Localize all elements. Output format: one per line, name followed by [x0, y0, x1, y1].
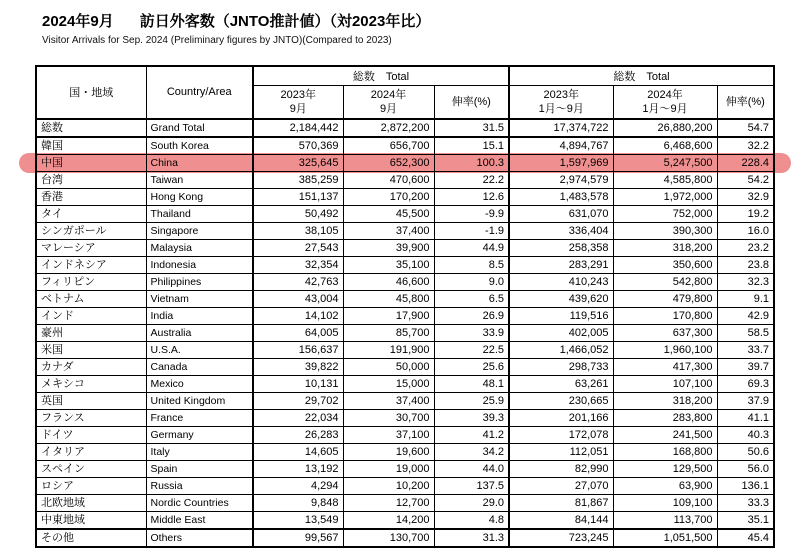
country-jp-cell: ベトナム — [36, 290, 146, 307]
sep-2023-cell: 156,637 — [253, 341, 343, 358]
ytd-2023-cell: 298,733 — [509, 358, 613, 375]
ytd-2023-cell: 1,483,578 — [509, 188, 613, 205]
growth-ytd-cell: 69.3 — [717, 375, 774, 392]
growth-sep-cell: 39.3 — [434, 409, 509, 426]
ytd-2024-cell: 350,600 — [613, 256, 717, 273]
country-en-cell: Germany — [146, 426, 253, 443]
country-jp-cell: インドネシア — [36, 256, 146, 273]
table-body — [36, 119, 774, 547]
growth-sep-cell: 31.5 — [434, 119, 509, 137]
sep-2024-cell: 10,200 — [343, 477, 434, 494]
header-growth-sep: 伸率(%) — [434, 86, 509, 119]
country-jp-cell: 英国 — [36, 392, 146, 409]
growth-sep-cell: 29.0 — [434, 494, 509, 511]
country-en-cell: Russia — [146, 477, 253, 494]
title-date: 2024年9月 — [42, 13, 114, 30]
country-jp-cell: 香港 — [36, 188, 146, 205]
growth-sep-cell: 22.5 — [434, 341, 509, 358]
table-row — [36, 256, 774, 273]
country-en-cell: United Kingdom — [146, 392, 253, 409]
country-jp-cell: カナダ — [36, 358, 146, 375]
sep-2023-cell: 38,105 — [253, 222, 343, 239]
sep-2024-cell: 37,400 — [343, 222, 434, 239]
ytd-2023-cell: 4,894,767 — [509, 137, 613, 155]
country-en-cell: Hong Kong — [146, 188, 253, 205]
growth-sep-cell: 22.2 — [434, 171, 509, 188]
country-en-cell: Nordic Countries — [146, 494, 253, 511]
ytd-2024-cell: 4,585,800 — [613, 171, 717, 188]
ytd-2023-cell: 336,404 — [509, 222, 613, 239]
header-sep-2024 — [343, 86, 434, 119]
country-en-cell: Others — [146, 529, 253, 547]
growth-sep-cell: 15.1 — [434, 137, 509, 155]
table-header — [36, 66, 774, 119]
header-ytd-2023-year: 2023年 — [543, 88, 579, 101]
sep-2023-cell: 26,283 — [253, 426, 343, 443]
ytd-2023-cell: 63,261 — [509, 375, 613, 392]
growth-sep-cell: 48.1 — [434, 375, 509, 392]
growth-sep-cell: 44.0 — [434, 460, 509, 477]
ytd-2023-cell: 112,051 — [509, 443, 613, 460]
table-row — [36, 511, 774, 529]
header-sep-2024-month: 9月 — [379, 102, 398, 115]
ytd-2024-cell: 168,800 — [613, 443, 717, 460]
ytd-2023-cell: 84,144 — [509, 511, 613, 529]
growth-ytd-cell: 32.3 — [717, 273, 774, 290]
country-jp-cell: 総数 — [36, 119, 146, 137]
country-jp-cell: フィリピン — [36, 273, 146, 290]
growth-ytd-cell: 33.7 — [717, 341, 774, 358]
sep-2023-cell: 10,131 — [253, 375, 343, 392]
ytd-2023-cell: 172,078 — [509, 426, 613, 443]
country-en-cell: China — [146, 154, 253, 171]
sep-2024-cell: 15,000 — [343, 375, 434, 392]
sep-2024-cell: 37,100 — [343, 426, 434, 443]
ytd-2024-cell: 129,500 — [613, 460, 717, 477]
growth-ytd-cell: 56.0 — [717, 460, 774, 477]
sep-2024-cell: 45,500 — [343, 205, 434, 222]
sep-2024-cell: 37,400 — [343, 392, 434, 409]
header-ytd-2024-year: 2024年 — [647, 88, 683, 101]
country-jp-cell: 米国 — [36, 341, 146, 358]
ytd-2024-cell: 107,100 — [613, 375, 717, 392]
ytd-2023-cell: 119,516 — [509, 307, 613, 324]
ytd-2023-cell: 1,466,052 — [509, 341, 613, 358]
table-row — [36, 409, 774, 426]
country-en-cell: Singapore — [146, 222, 253, 239]
country-jp-cell: フランス — [36, 409, 146, 426]
page-title — [42, 10, 430, 31]
country-en-cell: South Korea — [146, 137, 253, 155]
sep-2023-cell: 4,294 — [253, 477, 343, 494]
ytd-2023-cell: 2,974,579 — [509, 171, 613, 188]
growth-ytd-cell: 41.1 — [717, 409, 774, 426]
country-jp-cell: 中国 — [36, 154, 146, 171]
growth-ytd-cell: 228.4 — [717, 154, 774, 171]
sep-2023-cell: 99,567 — [253, 529, 343, 547]
ytd-2023-cell: 17,374,722 — [509, 119, 613, 137]
sep-2024-cell: 50,000 — [343, 358, 434, 375]
ytd-2023-cell: 723,245 — [509, 529, 613, 547]
table-row — [36, 426, 774, 443]
sep-2024-cell: 130,700 — [343, 529, 434, 547]
country-en-cell: Australia — [146, 324, 253, 341]
ytd-2023-cell: 258,358 — [509, 239, 613, 256]
sep-2023-cell: 570,369 — [253, 137, 343, 155]
growth-sep-cell: 4.8 — [434, 511, 509, 529]
ytd-2024-cell: 318,200 — [613, 239, 717, 256]
country-jp-cell: 中東地域 — [36, 511, 146, 529]
ytd-2024-cell: 63,900 — [613, 477, 717, 494]
header-growth-ytd: 伸率(%) — [717, 86, 774, 119]
table-row — [36, 443, 774, 460]
growth-ytd-cell: 16.0 — [717, 222, 774, 239]
table-row — [36, 392, 774, 409]
country-en-cell: Thailand — [146, 205, 253, 222]
ytd-2023-cell: 82,990 — [509, 460, 613, 477]
growth-sep-cell: 31.3 — [434, 529, 509, 547]
growth-ytd-cell: 23.2 — [717, 239, 774, 256]
table-row — [36, 273, 774, 290]
sep-2024-cell: 191,900 — [343, 341, 434, 358]
table-row — [36, 324, 774, 341]
table-row — [36, 239, 774, 256]
country-en-cell: Malaysia — [146, 239, 253, 256]
country-jp-cell: ドイツ — [36, 426, 146, 443]
growth-sep-cell: 12.6 — [434, 188, 509, 205]
ytd-2023-cell: 402,005 — [509, 324, 613, 341]
ytd-2024-cell: 1,972,000 — [613, 188, 717, 205]
growth-ytd-cell: 35.1 — [717, 511, 774, 529]
growth-ytd-cell: 54.2 — [717, 171, 774, 188]
sep-2023-cell: 14,102 — [253, 307, 343, 324]
header-ytd-2024 — [613, 86, 717, 119]
header-ytd-2023-months: 1月～9月 — [538, 102, 584, 115]
country-jp-cell: 韓国 — [36, 137, 146, 155]
growth-sep-cell: 41.2 — [434, 426, 509, 443]
growth-ytd-cell: 37.9 — [717, 392, 774, 409]
title-main: 訪日外客数（JNTO推計値）（対2023年比） — [139, 13, 431, 30]
ytd-2023-cell: 230,665 — [509, 392, 613, 409]
header-ytd-2023 — [509, 86, 613, 119]
country-jp-cell: スペイン — [36, 460, 146, 477]
ytd-2023-cell: 439,620 — [509, 290, 613, 307]
ytd-2023-cell: 283,291 — [509, 256, 613, 273]
ytd-2024-cell: 26,880,200 — [613, 119, 717, 137]
growth-ytd-cell: 23.8 — [717, 256, 774, 273]
growth-ytd-cell: 39.7 — [717, 358, 774, 375]
country-en-cell: Vietnam — [146, 290, 253, 307]
ytd-2024-cell: 752,000 — [613, 205, 717, 222]
ytd-2024-cell: 109,100 — [613, 494, 717, 511]
header-sep-2023-month: 9月 — [289, 102, 307, 115]
country-en-cell: Italy — [146, 443, 253, 460]
growth-ytd-cell: 40.3 — [717, 426, 774, 443]
country-en-cell: India — [146, 307, 253, 324]
ytd-2024-cell: 113,700 — [613, 511, 717, 529]
country-jp-cell: 台湾 — [36, 171, 146, 188]
sep-2024-cell: 652,300 — [343, 154, 434, 171]
country-en-cell: Philippines — [146, 273, 253, 290]
table-row — [36, 154, 774, 171]
sep-2024-cell: 19,600 — [343, 443, 434, 460]
sep-2023-cell: 27,543 — [253, 239, 343, 256]
sep-2024-cell: 12,700 — [343, 494, 434, 511]
ytd-2024-cell: 1,051,500 — [613, 529, 717, 547]
ytd-2024-cell: 170,800 — [613, 307, 717, 324]
sep-2024-cell: 39,900 — [343, 239, 434, 256]
sep-2024-cell: 85,700 — [343, 324, 434, 341]
growth-ytd-cell: 54.7 — [717, 119, 774, 137]
ytd-2023-cell: 410,243 — [509, 273, 613, 290]
ytd-2024-cell: 5,247,500 — [613, 154, 717, 171]
header-sep-2023-year: 2023年 — [280, 88, 316, 101]
ytd-2024-cell: 318,200 — [613, 392, 717, 409]
country-en-cell: Middle East — [146, 511, 253, 529]
sep-2024-cell: 17,900 — [343, 307, 434, 324]
growth-sep-cell: -1.9 — [434, 222, 509, 239]
ytd-2024-cell: 479,800 — [613, 290, 717, 307]
growth-sep-cell: 6.5 — [434, 290, 509, 307]
sep-2023-cell: 385,259 — [253, 171, 343, 188]
sep-2023-cell: 22,034 — [253, 409, 343, 426]
header-country-area-en: Country/Area — [146, 66, 253, 119]
country-jp-cell: シンガポール — [36, 222, 146, 239]
growth-ytd-cell: 32.2 — [717, 137, 774, 155]
growth-sep-cell: 8.5 — [434, 256, 509, 273]
growth-sep-cell: -9.9 — [434, 205, 509, 222]
growth-ytd-cell: 45.4 — [717, 529, 774, 547]
sep-2024-cell: 656,700 — [343, 137, 434, 155]
country-en-cell: Indonesia — [146, 256, 253, 273]
country-jp-cell: メキシコ — [36, 375, 146, 392]
header-sep-2024-year: 2024年 — [370, 88, 407, 101]
growth-sep-cell: 25.6 — [434, 358, 509, 375]
sep-2023-cell: 42,763 — [253, 273, 343, 290]
country-jp-cell: 北欧地域 — [36, 494, 146, 511]
growth-ytd-cell: 32.9 — [717, 188, 774, 205]
growth-sep-cell: 137.5 — [434, 477, 509, 494]
table-row — [36, 137, 774, 155]
table-row — [36, 529, 774, 547]
growth-ytd-cell: 9.1 — [717, 290, 774, 307]
sep-2023-cell: 29,702 — [253, 392, 343, 409]
ytd-2024-cell: 241,500 — [613, 426, 717, 443]
growth-sep-cell: 100.3 — [434, 154, 509, 171]
sep-2024-cell: 30,700 — [343, 409, 434, 426]
title-block — [42, 10, 430, 46]
sep-2023-cell: 9,848 — [253, 494, 343, 511]
growth-sep-cell: 34.2 — [434, 443, 509, 460]
sep-2024-cell: 35,100 — [343, 256, 434, 273]
table-row — [36, 341, 774, 358]
table-row — [36, 290, 774, 307]
growth-sep-cell: 33.9 — [434, 324, 509, 341]
header-group-total-ytd: 総数 Total — [509, 66, 774, 86]
country-en-cell: Spain — [146, 460, 253, 477]
ytd-2024-cell: 637,300 — [613, 324, 717, 341]
sep-2024-cell: 46,600 — [343, 273, 434, 290]
growth-sep-cell: 9.0 — [434, 273, 509, 290]
country-en-cell: Grand Total — [146, 119, 253, 137]
sep-2023-cell: 2,184,442 — [253, 119, 343, 137]
table-row — [36, 188, 774, 205]
sep-2023-cell: 64,005 — [253, 324, 343, 341]
sep-2024-cell: 45,800 — [343, 290, 434, 307]
ytd-2024-cell: 6,468,600 — [613, 137, 717, 155]
country-en-cell: U.S.A. — [146, 341, 253, 358]
country-en-cell: Canada — [146, 358, 253, 375]
table-row — [36, 477, 774, 494]
country-en-cell: France — [146, 409, 253, 426]
table-row — [36, 460, 774, 477]
country-jp-cell: 豪州 — [36, 324, 146, 341]
ytd-2023-cell: 631,070 — [509, 205, 613, 222]
table-row — [36, 119, 774, 137]
table-row — [36, 494, 774, 511]
sep-2023-cell: 13,549 — [253, 511, 343, 529]
growth-ytd-cell: 136.1 — [717, 477, 774, 494]
country-jp-cell: ロシア — [36, 477, 146, 494]
sep-2023-cell: 39,822 — [253, 358, 343, 375]
growth-sep-cell: 25.9 — [434, 392, 509, 409]
table-row — [36, 222, 774, 239]
ytd-2023-cell: 1,597,969 — [509, 154, 613, 171]
growth-ytd-cell: 42.9 — [717, 307, 774, 324]
country-jp-cell: イタリア — [36, 443, 146, 460]
growth-ytd-cell: 19.2 — [717, 205, 774, 222]
table-row — [36, 375, 774, 392]
ytd-2024-cell: 390,300 — [613, 222, 717, 239]
sep-2023-cell: 43,004 — [253, 290, 343, 307]
country-en-cell: Taiwan — [146, 171, 253, 188]
table-row — [36, 205, 774, 222]
ytd-2024-cell: 417,300 — [613, 358, 717, 375]
visitor-arrivals-table-wrap — [35, 65, 795, 548]
visitor-arrivals-table — [35, 65, 775, 548]
sep-2023-cell: 13,192 — [253, 460, 343, 477]
sep-2024-cell: 2,872,200 — [343, 119, 434, 137]
growth-sep-cell: 44.9 — [434, 239, 509, 256]
table-row — [36, 171, 774, 188]
ytd-2024-cell: 283,800 — [613, 409, 717, 426]
table-row — [36, 358, 774, 375]
growth-sep-cell: 26.9 — [434, 307, 509, 324]
sep-2024-cell: 19,000 — [343, 460, 434, 477]
country-en-cell: Mexico — [146, 375, 253, 392]
sep-2023-cell: 32,354 — [253, 256, 343, 273]
ytd-2024-cell: 542,800 — [613, 273, 717, 290]
header-ytd-2024-months: 1月～9月 — [642, 102, 688, 115]
sep-2024-cell: 470,600 — [343, 171, 434, 188]
growth-ytd-cell: 33.3 — [717, 494, 774, 511]
sep-2023-cell: 151,137 — [253, 188, 343, 205]
page-subtitle: Visitor Arrivals for Sep. 2024 (Preliminary figures by JNTO)(Compared to 2023) — [42, 35, 392, 46]
ytd-2023-cell: 81,867 — [509, 494, 613, 511]
sep-2023-cell: 50,492 — [253, 205, 343, 222]
sep-2023-cell: 14,605 — [253, 443, 343, 460]
header-group-total-sep: 総数 Total — [253, 66, 509, 86]
country-jp-cell: その他 — [36, 529, 146, 547]
growth-ytd-cell: 50.6 — [717, 443, 774, 460]
sep-2024-cell: 14,200 — [343, 511, 434, 529]
ytd-2023-cell: 27,070 — [509, 477, 613, 494]
sep-2023-cell: 325,645 — [253, 154, 343, 171]
sep-2024-cell: 170,200 — [343, 188, 434, 205]
country-jp-cell: マレーシア — [36, 239, 146, 256]
table-row — [36, 307, 774, 324]
growth-ytd-cell: 58.5 — [717, 324, 774, 341]
country-jp-cell: インド — [36, 307, 146, 324]
header-country-area-jp: 国・地域 — [36, 66, 146, 119]
ytd-2023-cell: 201,166 — [509, 409, 613, 426]
country-jp-cell: タイ — [36, 205, 146, 222]
ytd-2024-cell: 1,960,100 — [613, 341, 717, 358]
header-sep-2023 — [253, 86, 343, 119]
